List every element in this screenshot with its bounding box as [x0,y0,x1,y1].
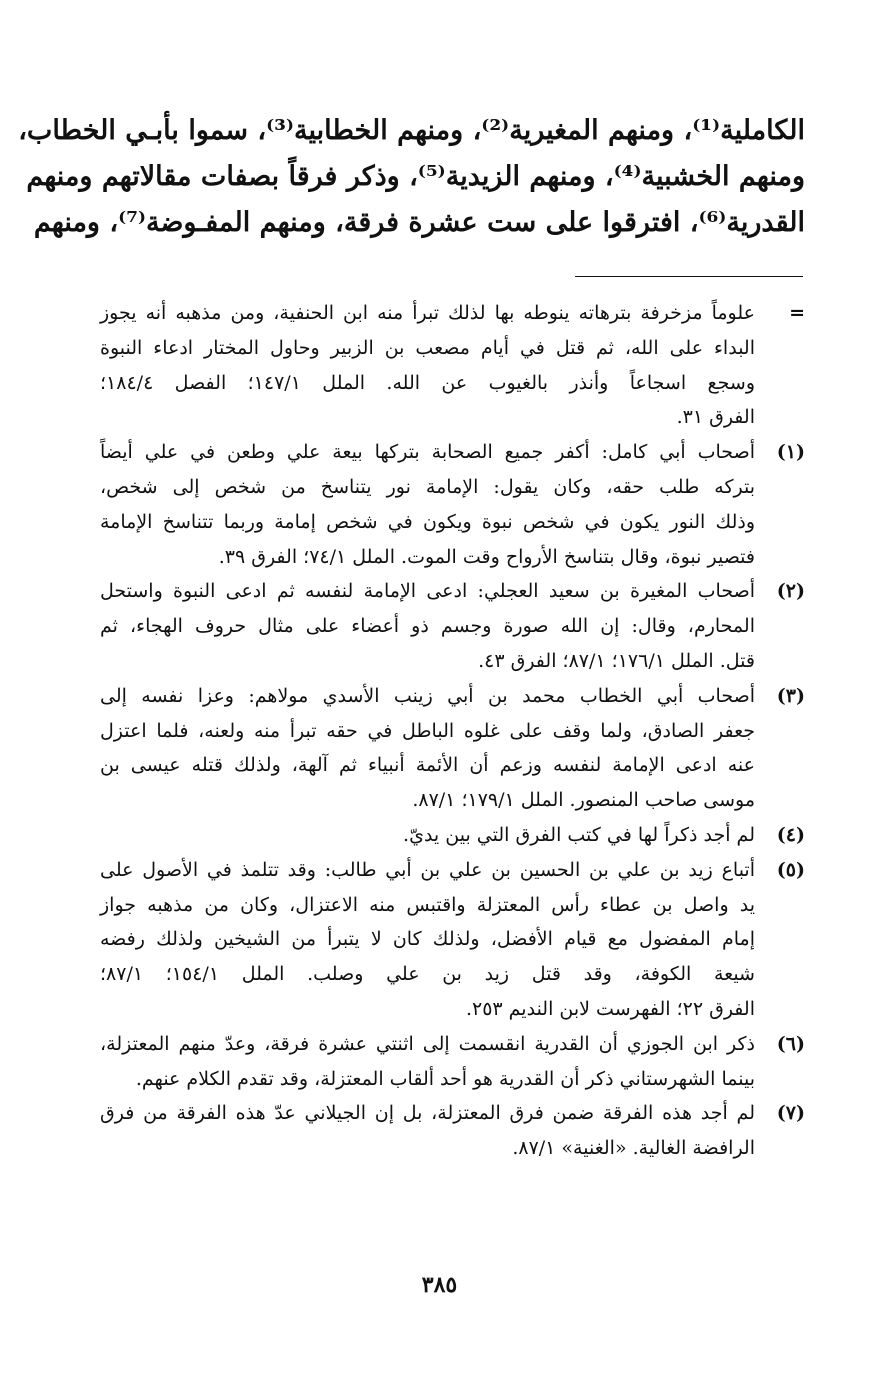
footnote-line: لم أجد ذكراً لها في كتب الفرق التي بين يديّ. [403,823,755,846]
footnote-text [100,296,755,435]
main-text-line: القدرية⁽⁶⁾، افترقوا على ست عشرة فرقة، ومنهم المفـوضة⁽⁷⁾، ومنهم [33,207,805,238]
footnote-4 [100,818,805,853]
footnote-line: بتركه طلب حقه، وكان يقول: الإمامة نور يتناسخ من شخص إلى شخص، [100,475,755,498]
footnote-marker: (١) [776,441,805,464]
footnote-2 [100,574,805,678]
footnote-line: قتل. الملل ١٧٦/١؛ ٨٧/١؛ الفرق ٤٣. [478,649,755,672]
main-text [18,108,805,246]
footnote-text [100,853,755,1027]
footnote-separator [575,276,803,277]
footnote-7 [100,1096,805,1166]
footnote-5 [100,853,805,1027]
footnote-text [100,679,755,818]
page-number: ٣٨٥ [421,1272,458,1298]
footnote-line: بينما الشهرستاني ذكر أن القدرية هو أحد ألقاب المعتزلة، وقد تقدم الكلام عنهم. [135,1067,755,1090]
footnote-line: المحارم، وقال: إن الله صورة وجسم ذو أعضاء على مثال حروف الهجاء، ثم [100,615,755,638]
footnote-text [100,574,755,678]
footnote-line: وذلك النور يكون في شخص نبوة ويكون في شخص إمامة وربما تتناسخ الإمامة [100,510,755,533]
footnote-marker: = [789,302,805,324]
footnote-line: أتباع زيد بن علي بن الحسين بن علي بن أبي طالب: وقد تتلمذ في الأصول على [100,858,755,881]
footnote-line: علوماً مزخرفة بترهاته ينوطه بها لذلك تبرأ منه ابن الحنفية، ومن مذهبه أنه يجوز [100,302,755,324]
footnote-line: أصحاب أبي كامل: أكفر جميع الصحابة بتركها بيعة علي وطعن في علي أيضاً [100,441,755,464]
footnote-line: إمام المفضول مع قيام الأفضل، ولذلك كان لا يتبرأ من الشيخين ولذلك رفضه [100,928,755,951]
footnote-text [100,818,755,853]
footnote-line: جعفر الصادق، ولما وقف على غلوه الباطل في حقه تبرأ منه ولعنه، فلما اعتزل [100,719,755,742]
footnote-line: موسى صاحب المنصور. الملل ١٧٩/١؛ ٨٧/١. [412,789,755,812]
footnote-marker: (٤) [776,823,805,846]
footnote-continuation [100,296,805,435]
footnote-line: عنه ادعى الإمامة لنفسه وزعم أن الأئمة أنبياء ثم آلهة، ولذلك قتله عيسى بن [100,754,755,777]
footnote-line: شيعة الكوفة، وقد قتل زيد بن علي وصلب. الملل ١٥٤/١؛ ٨٧/١؛ [100,963,755,986]
footnote-line: فتصير نبوة، وقال بتناسخ الأرواح وقت الموت. الملل ٧٤/١؛ الفرق ٣٩. [218,545,755,568]
footnote-line: أصحاب المغيرة بن سعيد العجلي: ادعى الإمامة لنفسه ثم ادعى النبوة واستحل [100,580,755,603]
main-text-line: الكاملية⁽¹⁾، ومنهم المغيرية⁽²⁾، ومنهم الخطابية⁽³⁾، سموا بأبـي الخطاب، [18,115,805,146]
footnote-text [100,1027,755,1097]
footnote-line: أصحاب أبي الخطاب محمد بن أبي زينب الأسدي مولاهم: وعزا نفسه إلى [100,684,755,707]
footnotes [100,296,805,1166]
footnote-line: الرافضة الغالية. «الغنية» ٨٧/١. [512,1137,755,1160]
footnote-text [100,1096,755,1166]
footnote-marker: (٥) [776,858,805,881]
footnote-3 [100,679,805,818]
footnote-marker: (٢) [776,580,805,603]
footnote-6 [100,1027,805,1097]
footnote-line: يد واصل بن عطاء رأس المعتزلة واقتبس منه الاعتزال، وكان من مذهبه جواز [100,893,755,916]
footnote-line: الفرق ٢٢؛ الفهرست لابن النديم ٢٥٣. [465,997,755,1020]
footnote-line: البداء على الله، ثم قتل في أيام مصعب بن الزبير وحاول المختار ادعاء النبوة [100,336,755,359]
footnote-1 [100,435,805,574]
footnote-line: لم أجد هذه الفرقة ضمن فرق المعتزلة، بل إن الجيلاني عدّ هذه الفرقة من فرق [100,1102,755,1125]
footnote-marker: (٣) [776,684,805,707]
footnote-marker: (٧) [776,1102,805,1125]
footnote-line: الفرق ٣١. [676,406,755,429]
footnote-line: ذكر ابن الجوزي أن القدرية انقسمت إلى اثنتي عشرة فرقة، وعدّ منهم المعتزلة، [100,1032,755,1055]
main-text-line: ومنهم الخشبية⁽⁴⁾، ومنهم الزيدية⁽⁵⁾، وذكر فرقاً بصفات مقالاتهم ومنهم [26,161,805,192]
footnote-line: وسجع اسجاعاً وأنذر بالغيوب عن الله. الملل ١٤٧/١؛ الفصل ١٨٤/٤؛ [100,371,755,394]
footnote-marker: (٦) [776,1032,805,1055]
footnote-text [100,435,755,574]
